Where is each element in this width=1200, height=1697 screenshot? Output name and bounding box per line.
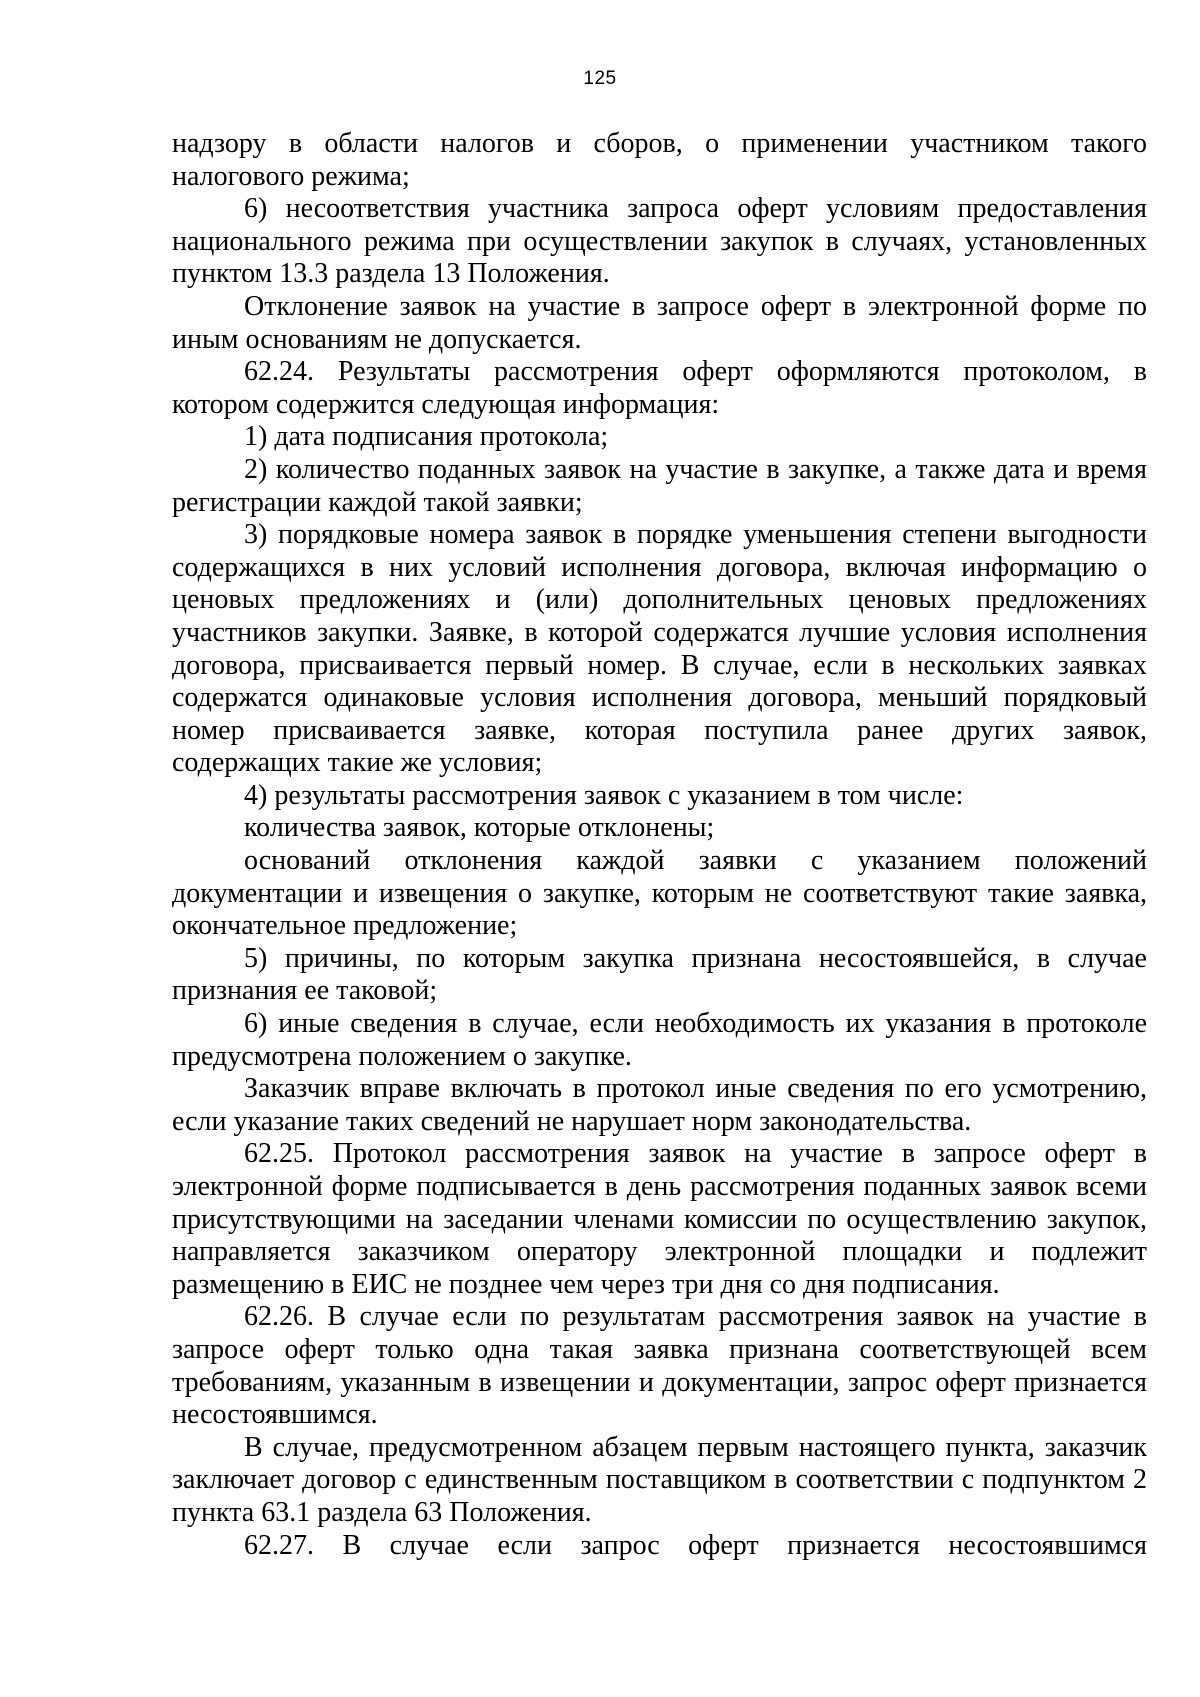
paragraph: 6) иные сведения в случае, если необходимость их указания в протоколе предусмотрена положением о закупке. (172, 1008, 1147, 1072)
paragraph: 4) результаты рассмотрения заявок с указанием в том числе: (244, 779, 964, 811)
paragraph: 62.25. Протокол рассмотрения заявок на участие в запросе оферт в электронной форме подписывается в день рассмотрения поданных заявок всеми присутствующими на заседании членами комиссии по осуществлению закупок, направляется заказчиком оператору электронной площадки и подлежит размещению в ЕИС не позднее чем через три дня со дня подписания. (172, 1138, 1147, 1300)
paragraph: В случае, предусмотренном абзацем первым настоящего пункта, заказчик заключает договор с единственным поставщиком в соответствии с подпунктом 2 пункта 63.1 раздела 63 Положения. (172, 1431, 1147, 1528)
paragraph: надзору в области налогов и сборов, о применении участником такого налогового режима; (172, 128, 1147, 192)
paragraph: 62.27. В случае если запрос оферт признается несостоявшимся (244, 1529, 1147, 1561)
paragraph: 3) порядковые номера заявок в порядке уменьшения степени выгодности содержащихся в них условий исполнения договора, включая информацию о ценовых предложениях и (или) дополнительных ценовых предложениях участников закупки. Заявке, в которой содержатся лучшие условия исполнения договора, присваивается первый номер. В случае, если в нескольких заявках содержатся одинаковые условия исполнения договора, меньший порядковый номер присваивается заявке, которая поступила ранее других заявок, содержащих такие же условия; (172, 519, 1147, 779)
paragraph: Заказчик вправе включать в протокол иные сведения по его усмотрению, если указание таких сведений не нарушает норм законодательства. (172, 1073, 1147, 1137)
paragraph: 6) несоответствия участника запроса оферт условиям предоставления национального режима при осуществлении закупок в случаях, установленных пунктом 13.3 раздела 13 Положения. (172, 193, 1147, 290)
paragraph: 62.26. В случае если по результатам рассмотрения заявок на участие в запросе оферт только одна такая заявка признана соответствующей всем требованиям, указанным в извещении и документации, запрос оферт признается несостоявшимся. (172, 1301, 1147, 1431)
paragraph: 62.24. Результаты рассмотрения оферт оформляются протоколом, в котором содержится следующая информация: (172, 356, 1147, 420)
document-body (172, 128, 1147, 1562)
paragraph: 2) количество поданных заявок на участие в закупке, а также дата и время регистрации каждой такой заявки; (172, 453, 1147, 518)
paragraph: количества заявок, которые отклонены; (244, 812, 715, 844)
paragraph: 5) причины, по которым закупка признана несостоявшейся, в случае признания ее таковой; (172, 942, 1147, 1007)
page-number: 125 (583, 68, 617, 89)
paragraph: оснований отклонения каждой заявки с указанием положений документации и извещения о закупке, которым не соответствуют такие заявка, окончательное предложение; (172, 845, 1147, 942)
paragraph: Отклонение заявок на участие в запросе оферт в электронной форме по иным основаниям не допускается. (172, 290, 1147, 355)
paragraph: 1) дата подписания протокола; (244, 421, 609, 453)
